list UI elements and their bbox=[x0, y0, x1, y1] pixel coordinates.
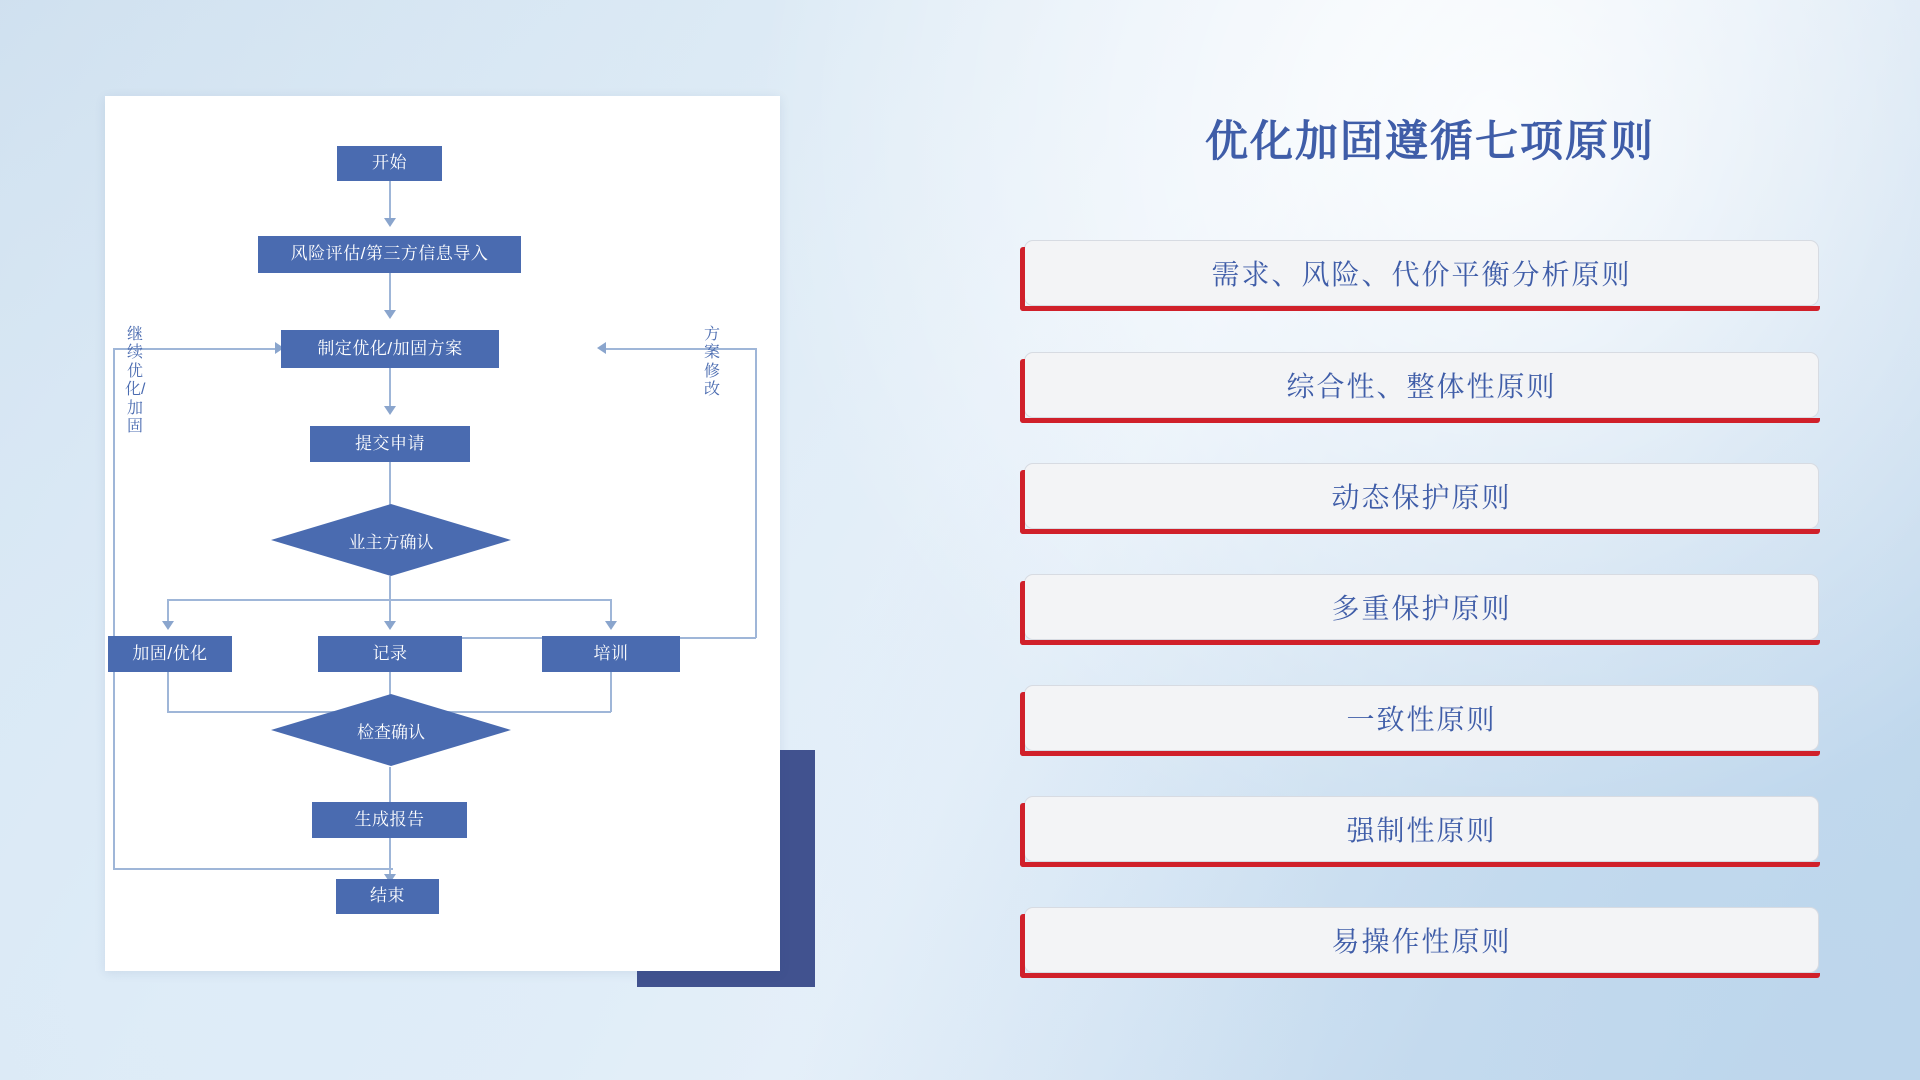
node-submit-application-label: 提交申请 bbox=[355, 433, 425, 453]
node-risk-assessment[interactable] bbox=[258, 236, 521, 273]
edge-reinforce-down bbox=[167, 672, 169, 712]
edge-owner-to-branch bbox=[389, 576, 391, 600]
edge-label-plan-revise: 方案修改 bbox=[703, 326, 720, 399]
node-generate-report-label: 生成报告 bbox=[354, 809, 425, 829]
principle-label: 综合性、整体性原则 bbox=[1286, 371, 1557, 402]
left-feedback-rail-vertical bbox=[113, 348, 115, 870]
arrow-branch-training bbox=[605, 621, 617, 630]
principle-item-7[interactable] bbox=[1024, 907, 1819, 973]
principle-item-3[interactable] bbox=[1024, 463, 1819, 529]
edge-label-continue-optimize: 继续优化/加固 bbox=[125, 326, 146, 435]
node-submit-application[interactable] bbox=[310, 426, 470, 462]
node-reinforce-label: 加固/优化 bbox=[132, 643, 208, 663]
node-end-label: 结束 bbox=[370, 886, 405, 906]
node-record-label: 记录 bbox=[372, 643, 408, 663]
flowchart-card bbox=[105, 96, 780, 971]
node-generate-report[interactable] bbox=[312, 802, 467, 838]
node-check-confirm[interactable] bbox=[271, 694, 511, 766]
node-reinforce[interactable] bbox=[108, 636, 232, 672]
arrow-start-to-risk bbox=[384, 218, 396, 227]
node-start-label: 开始 bbox=[372, 153, 407, 173]
node-owner-confirm[interactable] bbox=[271, 504, 511, 576]
principle-label: 易操作性原则 bbox=[1331, 926, 1512, 957]
right-feedback-rail-top bbox=[600, 348, 756, 350]
principle-label: 多重保护原则 bbox=[1331, 593, 1512, 624]
right-feedback-rail-vertical bbox=[755, 348, 757, 638]
left-feedback-rail-bottom bbox=[113, 868, 393, 870]
node-risk-assessment-label: 风险评估/第三方信息导入 bbox=[290, 244, 489, 264]
edge-check-to-generate bbox=[389, 767, 391, 807]
principle-item-1[interactable] bbox=[1024, 240, 1819, 306]
principle-label: 强制性原则 bbox=[1346, 815, 1497, 846]
node-training-label: 培训 bbox=[593, 643, 629, 663]
right-feedback-arrowhead bbox=[597, 342, 606, 354]
node-owner-confirm-label: 业主方确认 bbox=[348, 532, 434, 552]
principle-item-4[interactable] bbox=[1024, 574, 1819, 640]
principle-item-6[interactable] bbox=[1024, 796, 1819, 862]
principle-label: 动态保护原则 bbox=[1331, 482, 1512, 513]
page-title: 优化加固遵循七项原则 bbox=[1205, 118, 1655, 166]
arrow-branch-record bbox=[384, 621, 396, 630]
principle-item-5[interactable] bbox=[1024, 685, 1819, 751]
principle-label: 需求、风险、代价平衡分析原则 bbox=[1211, 259, 1632, 290]
principle-item-2[interactable] bbox=[1024, 352, 1819, 418]
arrow-branch-reinforce bbox=[162, 621, 174, 630]
node-training[interactable] bbox=[542, 636, 680, 672]
arrow-plan-to-submit bbox=[384, 406, 396, 415]
principle-label: 一致性原则 bbox=[1346, 704, 1497, 735]
node-end[interactable] bbox=[336, 879, 439, 914]
node-make-plan-label: 制定优化/加固方案 bbox=[317, 338, 463, 358]
node-make-plan[interactable] bbox=[281, 330, 499, 368]
edge-generate-to-end bbox=[389, 838, 391, 878]
node-start[interactable] bbox=[337, 146, 442, 181]
edge-training-down bbox=[610, 672, 612, 712]
arrow-risk-to-plan bbox=[384, 310, 396, 319]
node-check-confirm-label: 检查确认 bbox=[357, 722, 425, 742]
node-record[interactable] bbox=[318, 636, 462, 672]
